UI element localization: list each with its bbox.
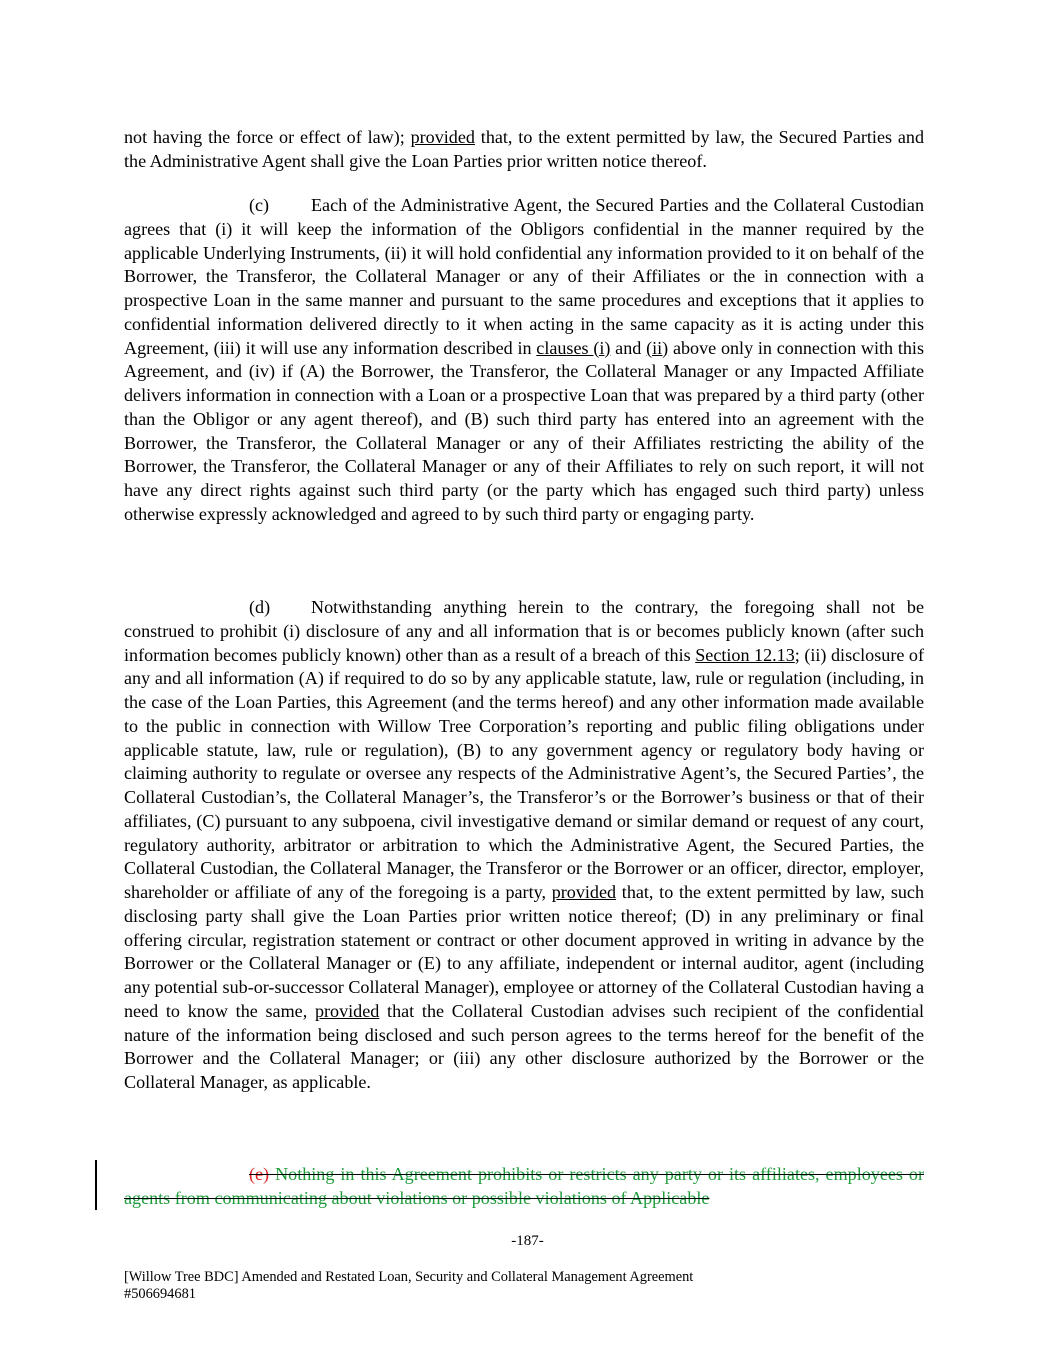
- paragraph-e-deleted-text: Nothing in this Agreement prohibits or restricts any party or its affiliates, employees or agents from communicating about violations or possible violations of Applicable: [124, 1164, 924, 1208]
- provided-term: provided: [410, 127, 475, 147]
- provided-term: provided: [314, 1000, 380, 1021]
- document-footer: [124, 1269, 693, 1303]
- provided-term: provided: [551, 882, 617, 902]
- revision-change-bar: [95, 1160, 97, 1210]
- footer-doc-id: #506694681: [124, 1286, 196, 1302]
- page-number: -187-: [511, 1233, 544, 1249]
- clause-ii-reference: (ii): [646, 337, 669, 358]
- paragraph-continuation: not having the force or effect of law); provided that, to the extent permitted by law, the Secured Parties and the Administrative Agent shall give the Loan Parties prior written notice thereof.: [124, 127, 924, 171]
- paragraph-d: (d) Notwithstanding anything herein to the contrary, the foregoing shall not be construed to prohibit (i) disclosure of any and all information that is or becomes publicly known (after such information becomes publicly known) other than as a result of a breach of this Section 12.13; (ii) disclosure of any and all information (A) if required to do so by any applicable statute, law, rule or regulation (including, in the case of the Loan Parties, this Agreement (and the terms hereof) and any other information made available to the public in connection with Willow Tree Corporation’s reporting and public filing obligations under applicable statute, law, rule or regulation), (B) to any government agency or regulatory body having or claiming authority to regulate or oversee any respects of the Administrative Agent’s, the Secured Parties’, the Collateral Custodian’s, the Collateral Manager’s, the Transferor’s or the Borrower’s business or that of their affiliates, (C) pursuant to any subpoena, civil investigative demand or similar demand or request of any court, regulatory authority, arbitrator or arbitration to which the Administrative Agent, the Secured Parties, the Collateral Custodian, the Collateral Manager, the Transferor or the Borrower or an officer, director, employer, shareholder or affiliate of any of the foregoing is a party, provided that, to the extent permitted by law, such disclosing party shall give the Loan Parties prior written notice thereof; (D) in any preliminary or final offering circular, registration statement or contract or other document approved in writing in advance by the Borrower or the Collateral Manager or (E) to any affiliate, independent or internal auditor, agent (including any potential sub-or-successor Collateral Manager), employee or attorney of the Collateral Custodian having a need to know the same, provided that the Collateral Custodian advises such recipient of the confidential nature of the information being disclosed and such person agrees to the terms hereof for the benefit of the Borrower and the Collateral Manager; or (iii) any other disclosure authorized by the Borrower or the Collateral Manager, as applicable.: [124, 597, 925, 1092]
- paragraph-c: (c) Each of the Administrative Agent, the Secured Parties and the Collateral Custodian agrees that (i) it will keep the information of the Obligors confidential in the manner required by the applicable Underlying Instruments, (ii) it will hold confidential any information provided to it on behalf of the Borrower, the Transferor, the Collateral Manager or any of their Affiliates or the in connection with a prospective Loan in the same manner and pursuant to the same procedures and exceptions that it applies to confidential information delivered directly to it when acting in the same capacity as it is acting under this Agreement, (iii) it will use any information described in clauses (i) and (ii) above only in connection with this Agreement, and (iv) if (A) the Borrower, the Transferor, the Collateral Manager or any Impacted Affiliate delivers information in connection with a Loan or a prospective Loan that was prepared by a third party (other than the Obligor or any agent thereof), and (B) such third party has entered into an agreement with the Borrower, the Transferor, the Collateral Manager or any of their Affiliates restricting the ability of the Borrower, the Transferor, the Collateral Manager or any of their Affiliates to rely on such report, it will not have any direct rights against such third party (or the party which has engaged such third party) unless otherwise expressly acknowledged and agreed to by such third party or engaging party.: [124, 195, 924, 524]
- paragraph-e-label: (e): [249, 1164, 270, 1184]
- footer-title: [Willow Tree BDC] Amended and Restated Loan, Security and Collateral Management Agreement: [124, 1269, 694, 1285]
- paragraph-c-label: (c): [249, 195, 270, 215]
- clauses-i-reference: clauses (i): [536, 337, 611, 358]
- paragraph-e-deleted: [124, 1163, 924, 1211]
- paragraph-d-label: (d): [249, 597, 271, 617]
- section-reference: Section 12.13: [695, 644, 795, 665]
